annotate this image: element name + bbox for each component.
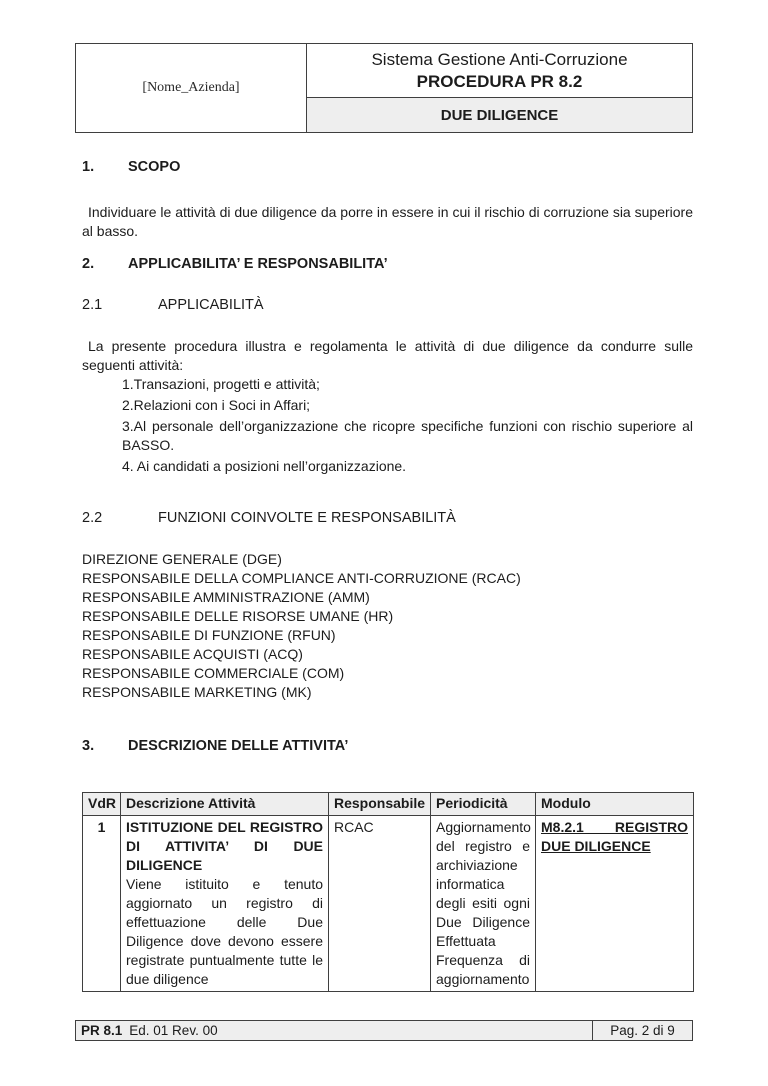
procedure-title: PROCEDURA PR 8.2 [416, 71, 583, 91]
periodicita-cell: Aggiornamento del registro e archiviazione informatica degli esiti ogni Due Diligence Effettuata Frequenza di aggiornamento [431, 816, 536, 992]
header-title-cell [307, 44, 692, 132]
column-header-periodicita: Periodicità [431, 793, 536, 816]
column-header-vdr: VdR [83, 793, 121, 816]
section-3-heading [82, 737, 693, 756]
vdr-cell: 1 [83, 816, 121, 992]
role-line: RESPONSABILE AMMINISTRAZIONE (AMM) [82, 589, 370, 605]
activity-title: ISTITUZIONE DEL REGISTRO DI ATTIVITA’ DI DUE DILIGENCE [126, 819, 323, 873]
activities-table [82, 792, 694, 992]
column-header-responsabile: Responsabile [329, 793, 431, 816]
applicability-list [82, 375, 693, 476]
section-title: DESCRIZIONE DELLE ATTIVITA’ [128, 738, 349, 754]
column-header-modulo: Modulo [536, 793, 694, 816]
responsabile-cell: RCAC [329, 816, 431, 992]
list-item: 2.Relazioni con i Soci in Affari; [122, 397, 311, 413]
role-line: RESPONSABILE DELLE RISORSE UMANE (HR) [82, 608, 394, 624]
list-item: 1.Transazioni, progetti e attività; [122, 376, 320, 392]
header-title-top [307, 44, 692, 97]
document-title: DUE DILIGENCE [307, 97, 692, 132]
document-header-table [75, 43, 693, 133]
role-line: RESPONSABILE DELLA COMPLIANCE ANTI-CORRUZIONE (RCAC) [82, 570, 521, 586]
role-line: RESPONSABILE MARKETING (MK) [82, 684, 312, 700]
section-1-paragraph: Individuare le attività di due diligence da porre in essere in cui il rischio di corruzione sia superiore al basso. [82, 204, 693, 239]
table-header-row [83, 793, 694, 816]
list-item: 3.Al personale dell’organizzazione che ricopre specifiche funzioni con rischio superiore al BASSO. [122, 418, 693, 453]
footer-edition: Ed. 01 Rev. 00 [129, 1023, 218, 1038]
section-2-1-paragraph: La presente procedura illustra e regolamenta le attività di due diligence da condurre sulle seguenti attività: [82, 338, 693, 373]
modulo-cell [536, 816, 694, 992]
document-footer [75, 1020, 693, 1041]
section-title: APPLICABILITÀ [158, 297, 264, 313]
footer-page-number: Pag. 2 di 9 [592, 1021, 692, 1040]
table-row [83, 816, 694, 992]
role-line: RESPONSABILE ACQUISTI (ACQ) [82, 646, 303, 662]
section-2-heading [82, 255, 693, 274]
modulo-reference: M8.2.1 REGISTRO DUE DILIGENCE [541, 819, 688, 854]
role-line: RESPONSABILE DI FUNZIONE (RFUN) [82, 627, 336, 643]
section-title: APPLICABILITA’ E RESPONSABILITA’ [128, 256, 388, 272]
section-1-heading [82, 158, 693, 177]
activity-description: Viene istituito e tenuto aggiornato un registro di effettuazione delle Due Diligence dove devono essere registrate puntualmente tutte le due diligence [126, 876, 323, 987]
column-header-descrizione: Descrizione Attività [121, 793, 329, 816]
descrizione-cell [121, 816, 329, 992]
section-number: 2. [82, 256, 95, 272]
section-2-2-heading [82, 509, 693, 528]
section-title: FUNZIONI COINVOLTE E RESPONSABILITÀ [158, 510, 456, 526]
role-line: RESPONSABILE COMMERCIALE (COM) [82, 665, 345, 681]
functions-list [82, 550, 693, 702]
section-number: 2.2 [82, 510, 103, 526]
document-body [82, 150, 693, 992]
section-title: SCOPO [128, 159, 181, 175]
section-number: 1. [82, 159, 95, 175]
system-title: Sistema Gestione Anti-Corruzione [371, 49, 628, 69]
section-number: 3. [82, 738, 95, 754]
footer-doc-code: PR 8.1 [81, 1023, 123, 1038]
role-line: DIREZIONE GENERALE (DGE) [82, 551, 282, 567]
section-2-1-heading [82, 296, 693, 315]
list-item: 4. Ai candidati a posizioni nell’organizzazione. [122, 458, 407, 474]
footer-doc-info [76, 1021, 592, 1040]
company-name-cell: [Nome_Azienda] [76, 44, 307, 132]
section-number: 2.1 [82, 297, 103, 313]
